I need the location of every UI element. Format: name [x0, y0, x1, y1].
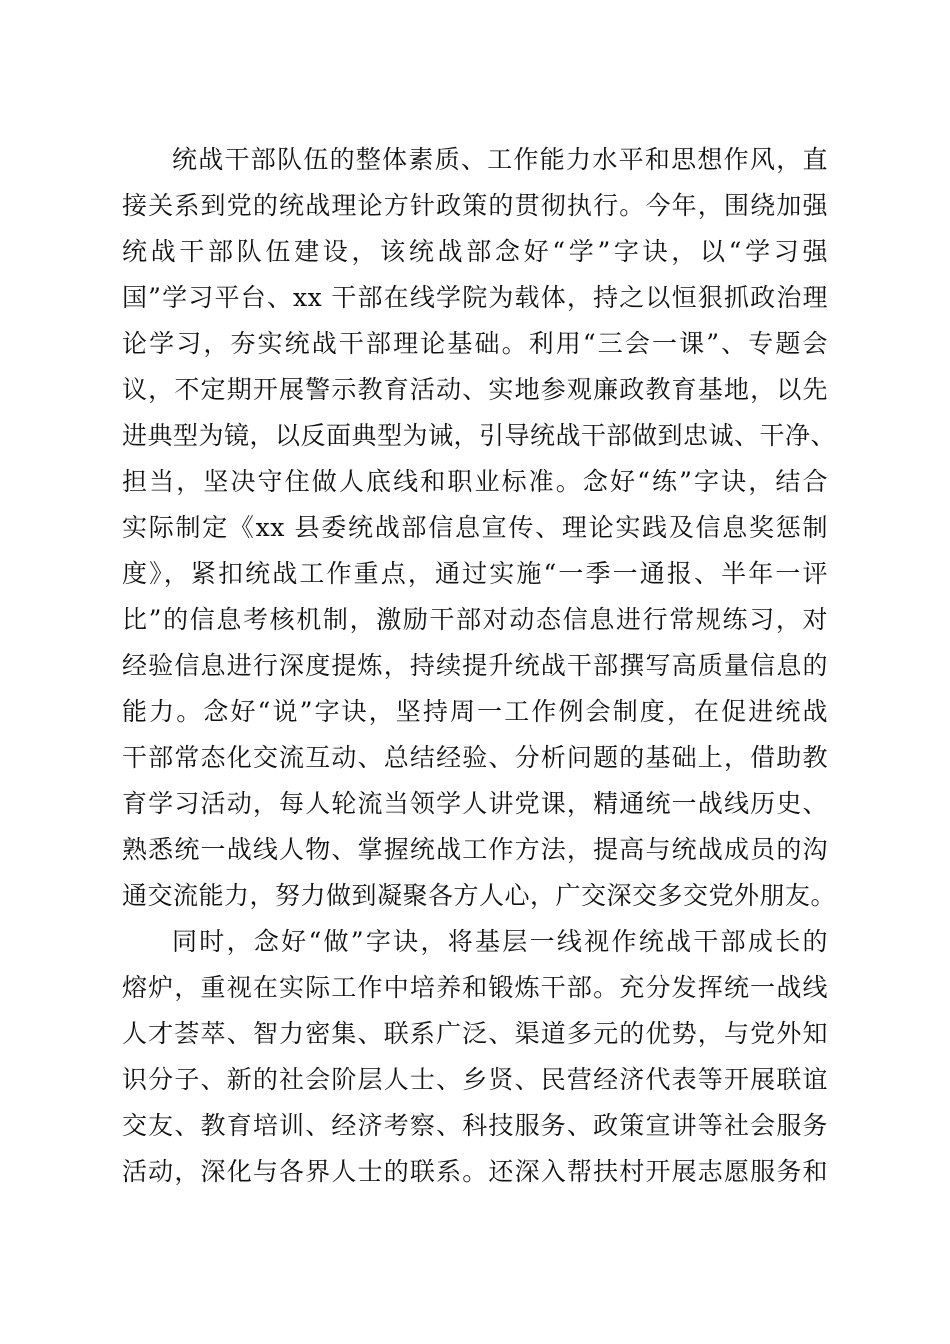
text-line: 论学习，夯实统战干部理论基础。利用“三会一课”、专题会 — [122, 329, 828, 358]
text-line: 识分子、新的社会阶层人士、乡贤、民营经济代表等开展联谊 — [122, 1065, 828, 1094]
text-line: 统战干部队伍建设，该统战部念好“学”字诀，以“学习强 — [122, 237, 828, 266]
text-line: 育学习活动，每人轮流当领学人讲党课，精通统一战线历史、 — [122, 789, 828, 818]
text-line: 担当，坚决守住做人底线和职业标准。念好“练”字诀，结合 — [122, 467, 828, 496]
paragraph-2 — [122, 919, 828, 1195]
text-line: 度》，紧扣统战工作重点，通过实施“一季一通报、半年一评 — [122, 559, 828, 588]
text-line: 经验信息进行深度提炼，持续提升统战干部撰写高质量信息的 — [122, 651, 828, 680]
text-line: 接关系到党的统战理论方针政策的贯彻执行。今年，围绕加强 — [122, 191, 828, 220]
document-body — [122, 137, 837, 1195]
text-line: 统战干部队伍的整体素质、工作能力水平和思想作风，直 — [172, 145, 828, 174]
paragraph-1 — [122, 137, 837, 919]
text-line: 人才荟萃、智力密集、联系广泛、渠道多元的优势，与党外知 — [122, 1019, 828, 1048]
text-line: 交友、教育培训、经济考察、科技服务、政策宣讲等社会服务 — [122, 1111, 828, 1140]
text-line: 通交流能力，努力做到凝聚各方人心，广交深交多交党外朋友。 — [122, 881, 837, 910]
text-line: 实际制定《xx 县委统战部信息宣传、理论实践及信息奖惩制 — [122, 513, 828, 542]
text-line: 国”学习平台、xx 干部在线学院为载体，持之以恒狠抓政治理 — [122, 283, 828, 312]
text-line: 熟悉统一战线人物、掌握统战工作方法，提高与统战成员的沟 — [122, 835, 828, 864]
text-line: 干部常态化交流互动、总结经验、分析问题的基础上，借助教 — [122, 743, 828, 772]
text-line: 同时，念好“做”字诀，将基层一线视作统战干部成长的 — [172, 927, 828, 956]
text-line: 能力。念好“说”字诀，坚持周一工作例会制度，在促进统战 — [122, 697, 828, 726]
text-line: 比”的信息考核机制，激励干部对动态信息进行常规练习，对 — [122, 605, 828, 634]
text-line: 议，不定期开展警示教育活动、实地参观廉政教育基地，以先 — [122, 375, 828, 404]
text-line: 熔炉，重视在实际工作中培养和锻炼干部。充分发挥统一战线 — [122, 973, 828, 1002]
text-line: 活动，深化与各界人士的联系。还深入帮扶村开展志愿服务和 — [122, 1157, 828, 1186]
text-line: 进典型为镜，以反面典型为诫，引导统战干部做到忠诚、干净、 — [122, 421, 837, 450]
